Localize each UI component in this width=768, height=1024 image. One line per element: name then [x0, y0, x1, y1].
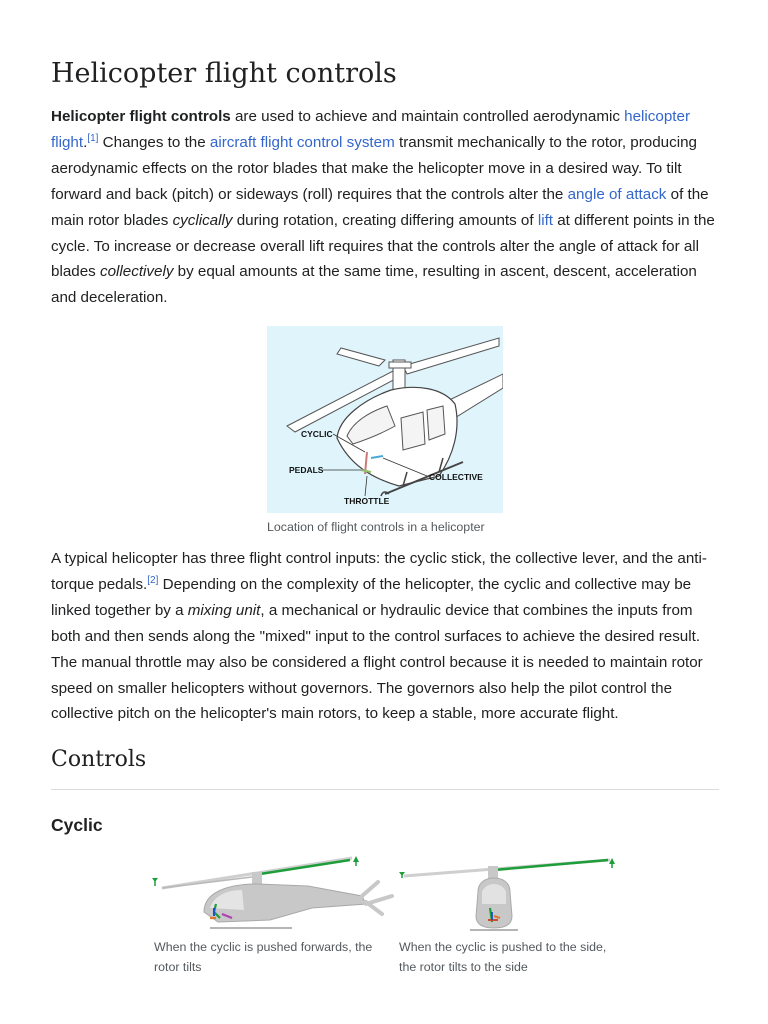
intro-text-5: of the main rotor blades	[51, 185, 709, 229]
section-heading-controls: Controls	[51, 747, 147, 772]
link-angle-of-attack[interactable]: angle of attack	[567, 185, 667, 203]
link-lift[interactable]: lift	[537, 211, 554, 229]
label-cyclic: CYCLIC	[301, 429, 333, 439]
intro-text-2: .	[83, 133, 88, 151]
figure-caption: Location of flight controls in a helicopter	[267, 520, 485, 534]
reference-2-link[interactable]: [2]	[147, 574, 159, 586]
page-title: Helicopter flight controls	[51, 58, 397, 89]
intro-text-1: are used to achieve and maintain controlled aerodynamic	[230, 108, 625, 125]
gallery-image-cyclic-forward[interactable]	[152, 852, 400, 932]
para2-text-3: , a mechanical or hydraulic device that combines the inputs from both and then sends along the "mixed" input to the control surfaces to achieve the desired result. The manual throttle may also be considered a flight control because it is needed to maintain rotor speed on smaller helicopters without governors. The governors also help the pilot control the collective pitch on the helicopter's main rotors, to keep a stable, more accurate flight.	[51, 601, 703, 723]
intro-text-7: at different points in the cycle. To increase or decrease overall lift requires that the controls alter the angle of attack for all blades	[51, 211, 715, 281]
helicopter-illustration	[267, 326, 503, 513]
reference-1-link[interactable]: [1]	[87, 132, 99, 144]
intro-text-8: by equal amounts at the same time, resulting in ascent, descent, acceleration and deceleration.	[51, 263, 697, 307]
subsection-heading-cyclic: Cyclic	[51, 815, 103, 835]
bold-term: Helicopter flight controls	[51, 108, 231, 125]
helicopter-front-view-illustration	[398, 852, 618, 932]
helicopter-side-view-illustration	[152, 852, 400, 932]
emphasis-mixing-unit: mixing unit	[187, 601, 261, 619]
link-aircraft-flight-control-system[interactable]: aircraft flight control system	[209, 133, 395, 151]
gallery-caption-cyclic-side: When the cyclic is pushed to the side, the rotor tilts to the side	[399, 940, 607, 974]
intro-paragraph	[51, 104, 719, 311]
flight-inputs-paragraph	[51, 546, 719, 727]
intro-text-4: transmit mechanically to the rotor, producing aerodynamic effects on the rotor blades that make the helicopter move in a desired way. To tilt forward and back (pitch) or sideways (roll) requires that the controls alter the	[51, 133, 697, 203]
emphasis-collectively: collectively	[99, 263, 174, 281]
label-pedals: PEDALS	[289, 465, 324, 475]
para2-text-1: A typical helicopter has three flight control inputs: the cyclic stick, the collective lever, and the anti-torque pedals.	[51, 550, 707, 593]
link-helicopter-flight[interactable]: helicopter flight	[51, 108, 691, 151]
section-divider	[51, 789, 719, 790]
label-collective: COLLECTIVE	[429, 472, 483, 482]
gallery-image-cyclic-side[interactable]	[398, 852, 618, 932]
emphasis-cyclically: cyclically	[172, 211, 233, 229]
intro-text-6: during rotation, creating differing amounts of	[232, 211, 538, 229]
para2-text-2: Depending on the complexity of the helicopter, the cyclic and collective may be linked together by a	[51, 575, 692, 619]
intro-text-3: Changes to the	[98, 133, 210, 151]
helicopter-controls-figure[interactable]	[267, 326, 503, 513]
label-throttle: THROTTLE	[344, 496, 390, 506]
gallery-caption-cyclic-forward: When the cyclic is pushed forwards, the rotor tilts	[154, 940, 373, 974]
